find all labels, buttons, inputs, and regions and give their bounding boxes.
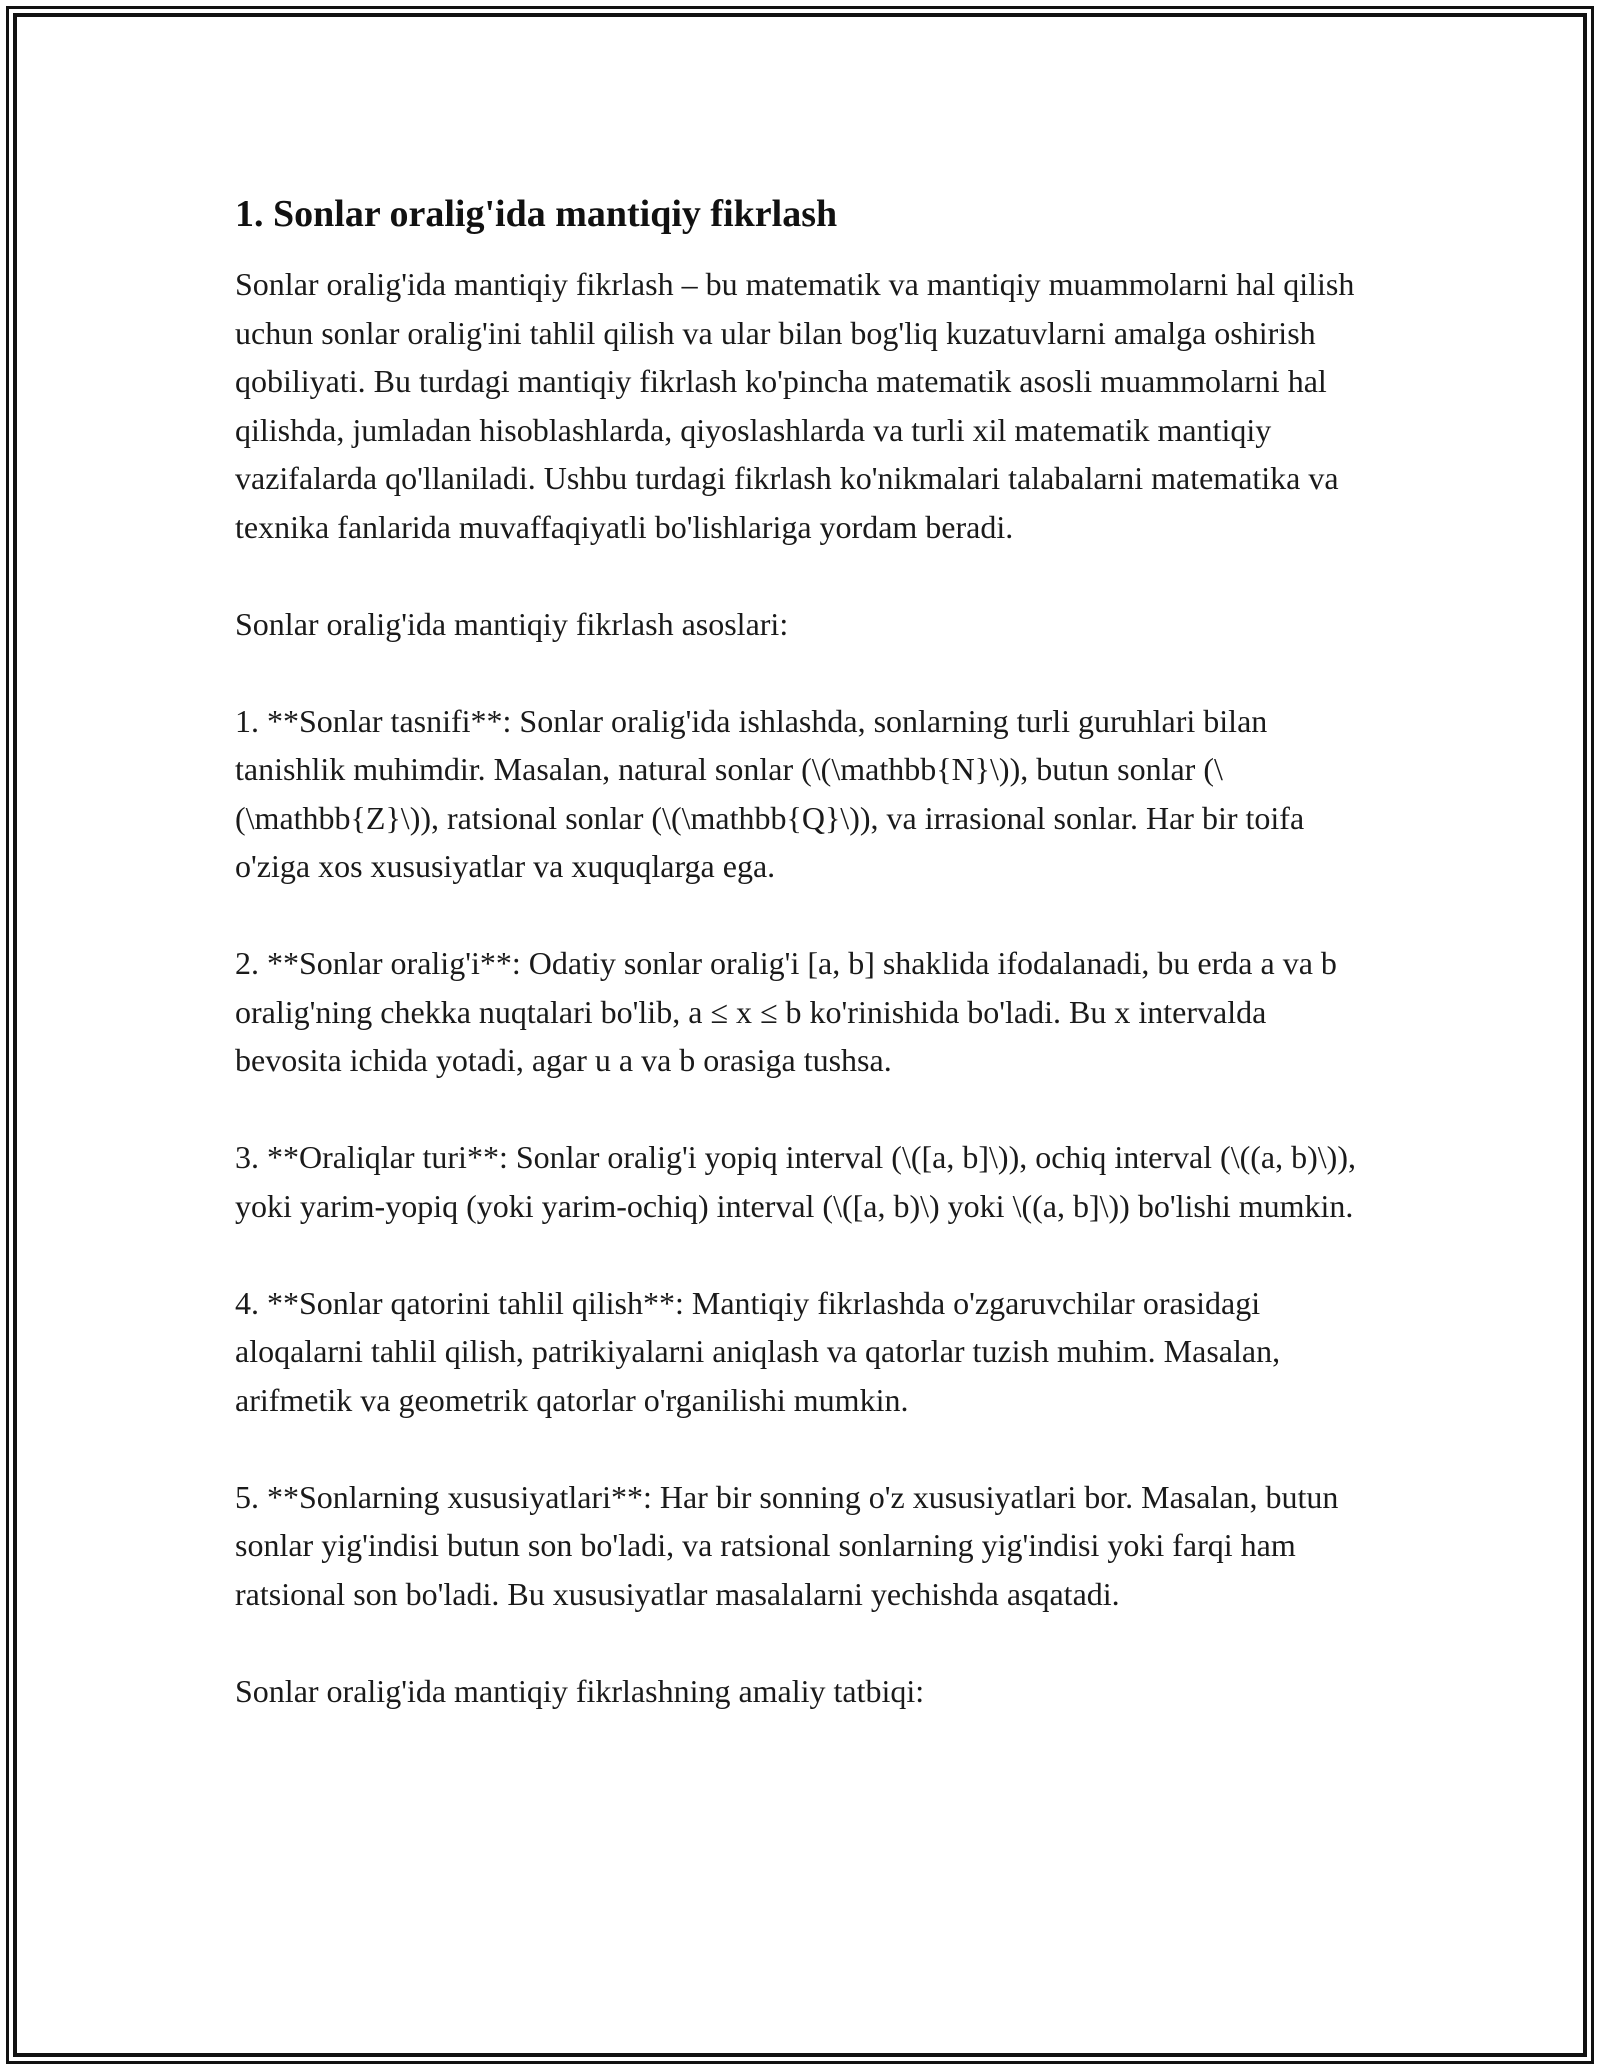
list-item-number-interval: 2. **Sonlar oralig'i**: Odatiy sonlar oralig'i [a, b] shaklida ifodalanadi, bu erda a va b oralig'ning chekka nuqtalari bo'lib, a ≤ x ≤ b ko'rinishida bo'ladi. Bu x intervalda bevosita ichida yotadi, agar u a va b orasiga tushsa. xyxy=(235,945,1337,1078)
application-lead-paragraph: Sonlar oralig'ida mantiqiy fikrlashning amaliy tatbiqi: xyxy=(235,1672,925,1709)
list-item-number-classification: 1. **Sonlar tasnifi**: Sonlar oralig'ida ishlashda, sonlarning turli guruhlari bilan tanishlik muhimdir. Masalan, natural sonlar (\(\mathbb{N}\)), butun sonlar (\(\mathbb{Z}\)), ratsional sonlar (\(\mathbb{Q}\)), va irrasional sonlar. Har bir toifa o'ziga xos xususiyatlar va xuquqlarga ega. xyxy=(235,702,1305,884)
list-item-interval-types: 3. **Oraliqlar turi**: Sonlar oralig'i yopiq interval (\([a, b]\)), ochiq interval (\((a, b)\)), yoki yarim-yopiq (yoki yarim-ochiq) interval (\([a, b)\) yoki \((a, b]\)) bo'lishi mumkin. xyxy=(235,1139,1356,1224)
list-item-number-properties: 5. **Sonlarning xususiyatlari**: Har bir sonning o'z xususiyatlari bor. Masalan, butun sonlar yig'indisi butun son bo'ladi, va ratsional sonlarning yig'indisi yoki farqi ham ratsional son bo'ladi. Bu xususiyatlar masalalarni yechishda asqatadi. xyxy=(235,1478,1339,1612)
document-body xyxy=(235,186,1365,1715)
list-item-sequence-analysis: 4. **Sonlar qatorini tahlil qilish**: Mantiqiy fikrlashda o'zgaruvchilar orasidagi aloqalarni tahlil qilish, patrikiyalarni aniqlash va qatorlar tuzish muhim. Masalan, arifmetik va geometrik qatorlar o'rganilishi mumkin. xyxy=(235,1284,1281,1418)
section-heading: 1. Sonlar oralig'ida mantiqiy fikrlash xyxy=(235,193,838,235)
intro-paragraph: Sonlar oralig'ida mantiqiy fikrlash – bu matematik va mantiqiy muammolarni hal qilish uchun sonlar oralig'ini tahlil qilish va ular bilan bog'liq kuzatuvlarni amalga oshirish qobiliyati. Bu turdagi mantiqiy fikrlash ko'pincha matematik asosli muammolarni hal qilishda, jumladan hisoblashlarda, qiyoslashlarda va turli xil matematik mantiqiy vazifalarda qo'llaniladi. Ushbu turdagi fikrlash ko'nikmalari talabalarni matematika va texnika fanlarida muvaffaqiyatli bo'lishlariga yordam beradi. xyxy=(235,266,1355,545)
basics-lead-paragraph: Sonlar oralig'ida mantiqiy fikrlash asoslari: xyxy=(235,605,789,642)
